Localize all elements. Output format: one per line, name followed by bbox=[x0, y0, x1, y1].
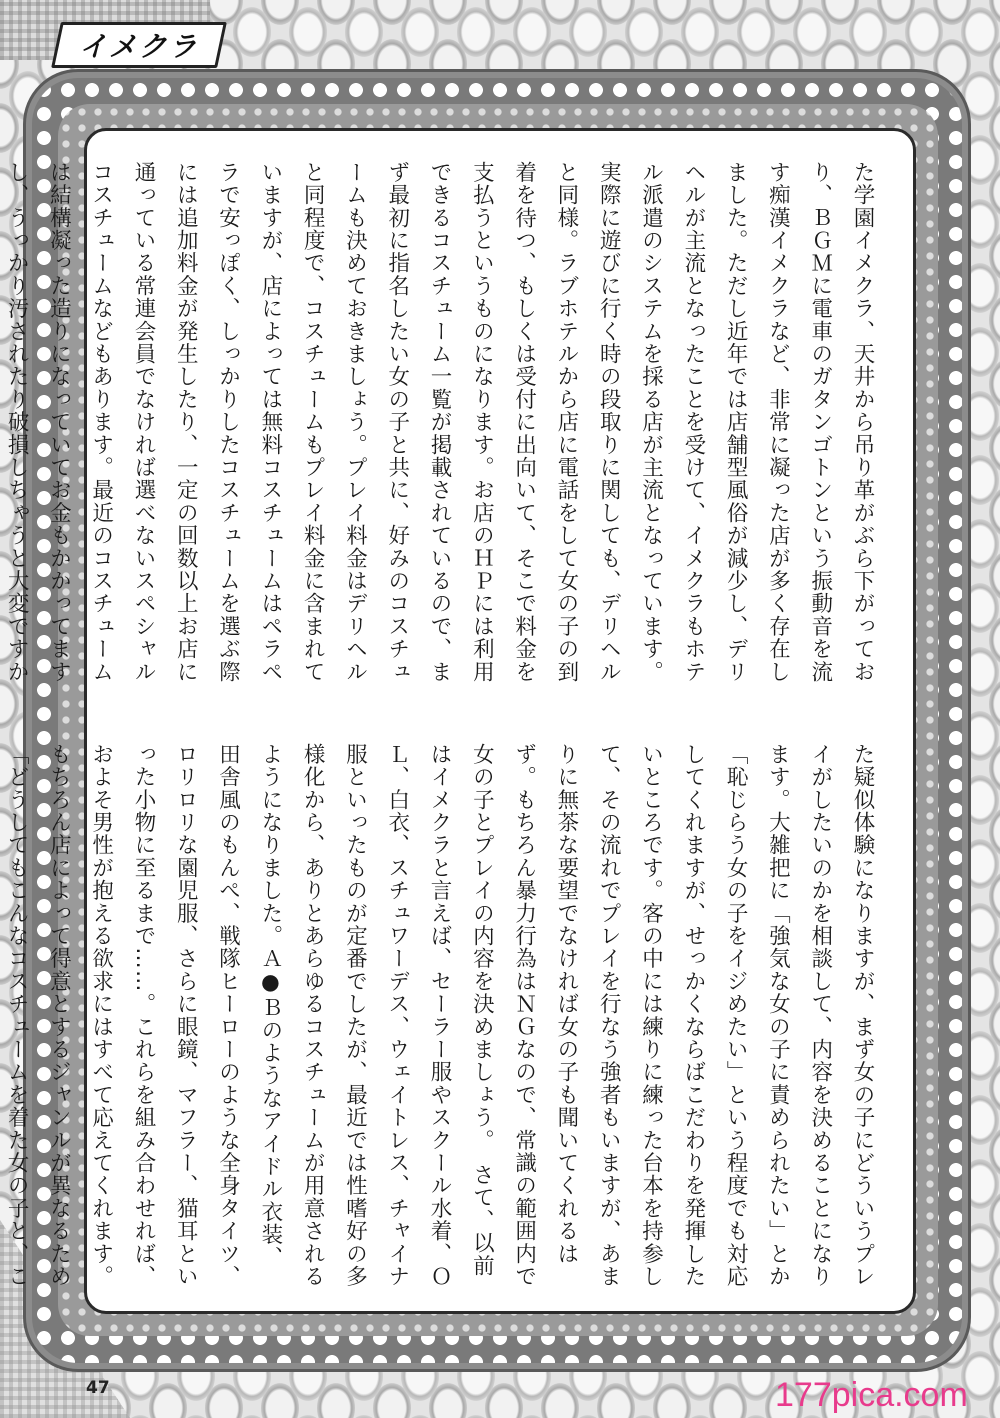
site-watermark: 177pica.com bbox=[775, 1376, 968, 1414]
text-column-top: た学園イメクラ、天井から吊り革がぶら下がっており、ＢＧＭに電車のガタンゴトンという振動音を流す痴漢イメクラなど、非常に凝った店が多く存在しました。ただし近年では店舗型風俗が減少し、デリヘルが主流となったことを受けて、イメクラもホテル派遣のシステムを採る店が主流となっています。実際に遊びに行く時の段取りに関しても、デリヘルと同様。ラブホテルから店に電話をして女の子の到着を待つ、もしくは受付に出向いて、そこで料金を支払うというものになります。お店のＨＰには利用できるコスチューム一覧が掲載されているので、まず最初に指名したい女の子と共に、好みのコスチュームも決めておきましょう。プレイ料金はデリヘルと同程度で、コスチュームもプレイ料金に含まれていますが、店によっては無料コスチュームはペラペラで安っぽく、しっかりしたコスチュームを選ぶ際には追加料金が発生したり、一定の回数以上お店に通っている常連会員でなければ選べないスペシャルコスチュームなどもあります。最近のコスチュームは結構凝った造りになっていてお金もかかってますし、うっかり汚されたり破損しちゃうと大変ですか bbox=[4, 161, 875, 684]
text-column-bottom: た疑似体験になりますが、まず女の子にどういうプレイがしたいのかを相談して、内容を決めることになります。大雑把に「強気な女の子に責められたい」とか「恥じらう女の子をイジめたい」という程度でも対応してくれますが、せっかくならばこだわりを発揮したいところです。客の中には練りに練った台本を持参して、その流れでプレイを行なう強者もいますが、あまりに無茶な要望でなければ女の子も聞いてくれるはず。もちろん暴力行為はＮＧなので、常識の範囲内で女の子とプレイの内容を決めましょう。 さて、以前はイメクラと言えば、セーラー服やスクール水着、ＯＬ、白衣、スチュワーデス、ウェイトレス、チャイナ服といったものが定番でしたが、最近では性嗜好の多様化から、ありとあらゆるコスチュームが用意されるようになりました。Ａ●Ｂのようなアイドル衣装、田舎風のもんぺ、戦隊ヒーローのような全身タイツ、ロリロリな園児服、さらに眼鏡、マフラー、猫耳といった小物に至るまで……。これらを組み合わせれば、およそ男性が抱える欲求にはすべて応えてくれます。もちろん店によって得意とするジャンルが異なるため「どうしてもこんなコスチュームを着た女の子と、こ bbox=[4, 743, 875, 1288]
title-banner bbox=[51, 22, 227, 68]
page-number: 47 bbox=[86, 1378, 110, 1398]
text-panel bbox=[4, 128, 916, 1314]
page-title: イメクラ bbox=[79, 30, 199, 63]
